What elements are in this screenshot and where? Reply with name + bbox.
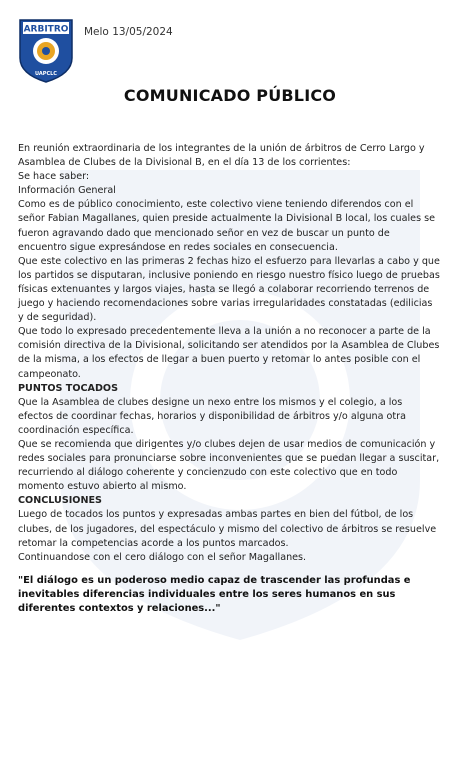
paragraph-3: Que todo lo expresado precedentemente lleva a la unión a no reconocer a parte de la comisión directiva de la Divisional, solicitando ser atendidos por la Asamblea de Clubes de la misma, a los efectos de llegar a buen puerto y retomar lo antes posible con el campeonato. [18, 326, 440, 380]
punto-2: Que se recomienda que dirigentes y/o clubes dejen de usar medios de comunicación y redes sociales para pronunciarse sobre inconvenientes que se puedan llegar a suscitar, recurriendo al diálogo coherente y concienzudo con este colectivo que en todo momento estuvo abierto al mismo. [18, 438, 440, 493]
document-header [18, 18, 448, 88]
puntos-tocados-heading: PUNTOS TOCADOS [18, 382, 118, 394]
referee-association-logo [18, 18, 74, 84]
conclusion-1: Luego de tocados los puntos y expresadas ambas partes en bien del fútbol, de los clubes, de los jugadores, del espectáculo y mismo del colectivo de árbitros se resuelve retomar la competencias acorde a los puntos marcados. [18, 509, 437, 549]
conclusiones-heading: CONCLUSIONES [18, 495, 102, 507]
info-general-heading: Información General [18, 185, 116, 197]
document-body [18, 142, 440, 565]
document-title: COMUNICADO PÚBLICO [123, 86, 337, 105]
paragraph-1: Como es de público conocimiento, este colectivo viene teniendo diferendos con el señor Fabian Magallanes, quien preside actualmente la Divisional B local, los cuales se fueron agravando dado que mencionado señor en vez de buscar un punto de encuentro sigue expresándose en redes sociales en consecuencia. [18, 199, 436, 253]
place-date: Melo 13/05/2024 [84, 26, 173, 38]
closing-quote: "El diálogo es un poderoso medio capaz de trascender las profundas e inevitables diferencias individuales entre los seres humanos en sus diferentes contextos y relaciones..." [18, 575, 411, 614]
badge-title: ARBITRO [23, 24, 69, 35]
paragraph-2: Que este colectivo en las primeras 2 fechas hizo el esfuerzo para llevarlas a cabo y que los partidos se disputaran, inclusive poniendo en riesgo nuestro físico luego de pruebas físicas extenuantes y largos viajes, hasta se llegó a colaborar recorriendo terrenos de juego y haciendo recomendaciones sobre varias irregularidades constatadas (edilicias y de seguridad). [18, 255, 440, 324]
se-hace-saber: Se hace saber: [18, 171, 90, 183]
intro-paragraph: En reunión extraordinaria de los integrantes de la unión de árbitros de Cerro Largo y Asamblea de Clubes de la Divisional B, en el día 13 de los corrientes: [18, 143, 425, 169]
punto-1: Que la Asamblea de clubes designe un nexo entre los mismos y el colegio, a los efectos de coordinar fechas, horarios y disponibilidad de árbitros y/o alguna otra coordinación específica. [18, 396, 407, 436]
conclusion-2: Continuandose con el cero diálogo con el señor Magallanes. [18, 551, 307, 563]
badge-bottom-label: UAPCLC [35, 71, 57, 77]
